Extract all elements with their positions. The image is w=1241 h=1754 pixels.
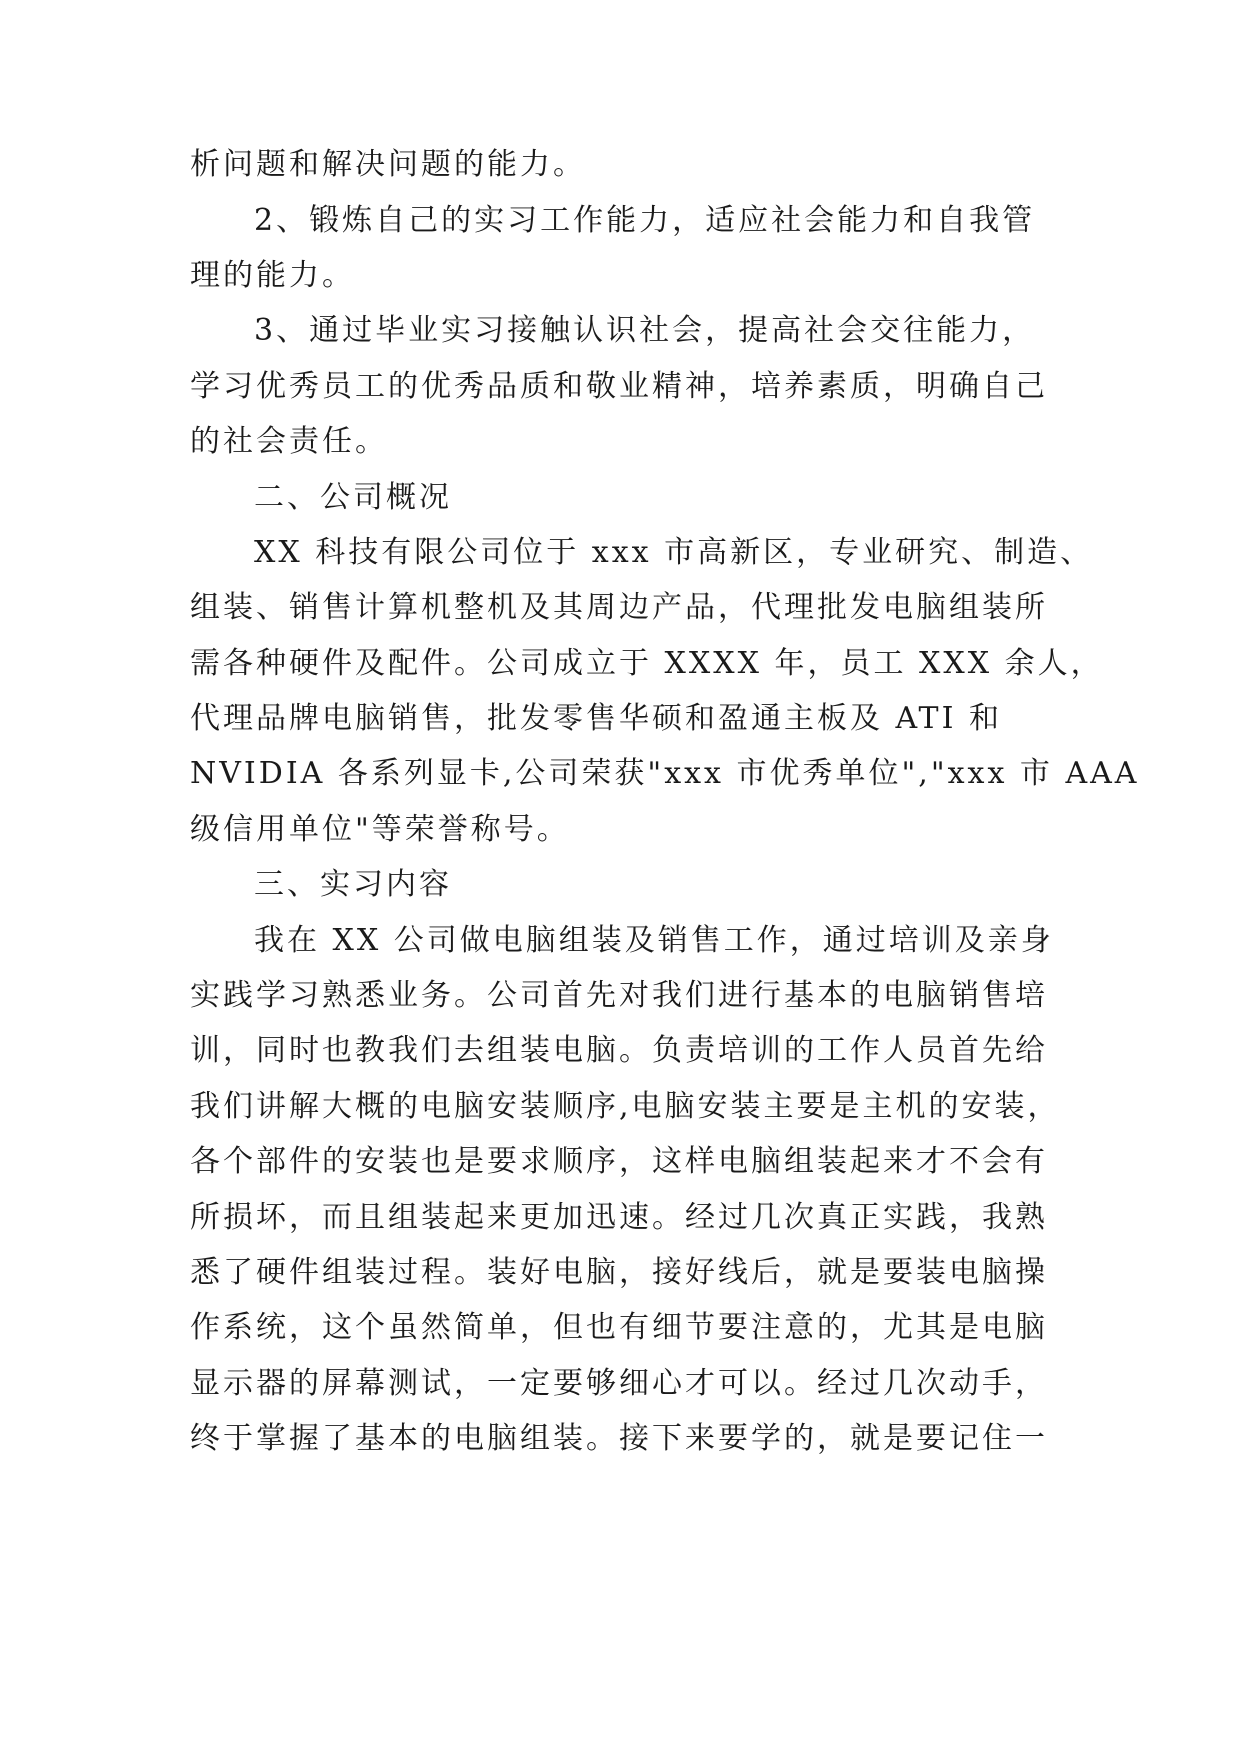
text-line: 所损坏，而且组装起来更加迅速。经过几次真正实践，我熟 <box>190 1200 1048 1235</box>
text-line: 理的能力。 <box>190 258 355 293</box>
paragraph-start: XX 科技有限公司位于 xxx 市高新区，专业研究、制造、 <box>254 535 1094 570</box>
text-line: 显示器的屏幕测试，一定要够细心才可以。经过几次动手， <box>190 1366 1048 1401</box>
text-line: 需各种硬件及配件。公司成立于 XXXX 年，员工 XXX 余人， <box>190 646 1104 681</box>
text-line: 悉了硬件组装过程。装好电脑，接好线后，就是要装电脑操 <box>190 1255 1048 1290</box>
list-item-2: 2、锻炼自己的实习工作能力，适应社会能力和自我管 <box>254 203 1036 238</box>
text-line: 作系统，这个虽然简单，但也有细节要注意的，尤其是电脑 <box>190 1310 1048 1345</box>
paragraph-start: 我在 XX 公司做电脑组装及销售工作，通过培训及亲身 <box>254 923 1054 958</box>
text-line: 学习优秀员工的优秀品质和敬业精神，培养素质，明确自己 <box>190 369 1048 404</box>
text-line: 组装、销售计算机整机及其周边产品，代理批发电脑组装所 <box>190 590 1048 625</box>
text-line: 实践学习熟悉业务。公司首先对我们进行基本的电脑销售培 <box>190 978 1048 1013</box>
list-item-3: 3、通过毕业实习接触认识社会，提高社会交往能力， <box>254 313 1036 348</box>
text-line: 级信用单位"等荣誉称号。 <box>190 812 570 847</box>
text-line: 析问题和解决问题的能力。 <box>190 147 586 182</box>
text-line: 终于掌握了基本的电脑组装。接下来要学的，就是要记住一 <box>190 1421 1048 1456</box>
text-line: 各个部件的安装也是要求顺序，这样电脑组装起来才不会有 <box>190 1144 1048 1179</box>
section-heading: 二、公司概况 <box>254 480 452 515</box>
text-line: 我们讲解大概的电脑安装顺序,电脑安装主要是主机的安装， <box>190 1089 1061 1124</box>
text-line: 训，同时也教我们去组装电脑。负责培训的工作人员首先给 <box>190 1033 1048 1068</box>
section-heading: 三、实习内容 <box>254 867 452 902</box>
text-line: 代理品牌电脑销售，批发零售华硕和盈通主板及 ATI 和 <box>190 701 1002 736</box>
text-line: 的社会责任。 <box>190 424 388 459</box>
text-line: NVIDIA 各系列显卡,公司荣获"xxx 市优秀单位","xxx 市 AAA <box>190 756 1140 791</box>
